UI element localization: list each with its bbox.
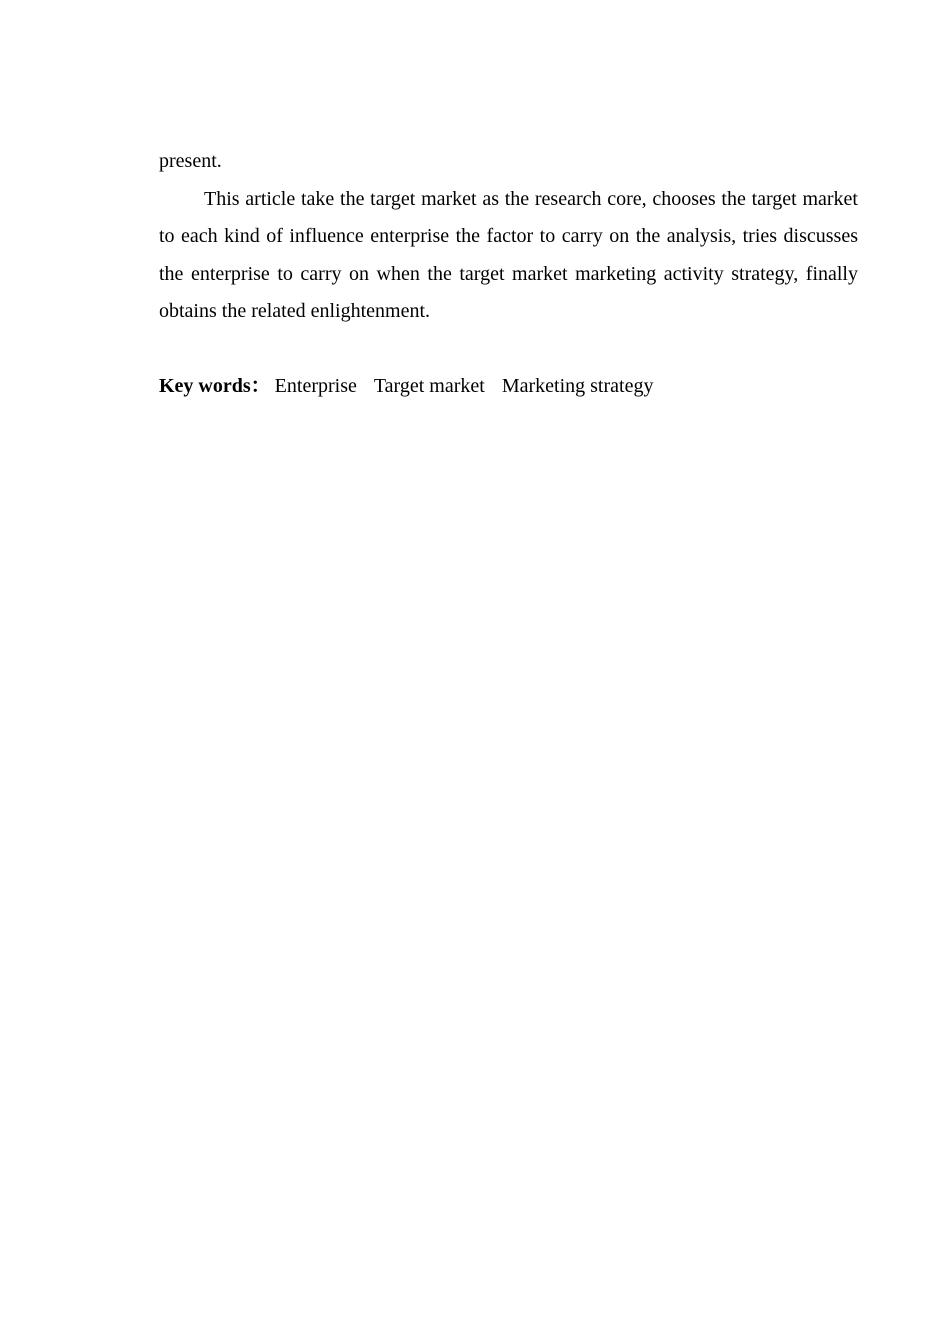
keywords-separator: ： <box>250 374 271 397</box>
body-paragraph: This article take the target market as the research core, chooses the target market to each kind of influence enterprise the factor to carry on the analysis, tries discusses the enterprise to carry on when the target market marketing activity strategy, finally obtains the related enlightenment. <box>159 187 858 322</box>
continuation-line: present. <box>159 150 222 172</box>
keywords-label: Key words <box>159 374 251 397</box>
keywords-line <box>159 368 858 406</box>
keyword-item: Marketing strategy <box>501 374 654 397</box>
abstract-section <box>159 143 858 405</box>
keyword-item: Target market <box>373 374 485 397</box>
keyword-item: Enterprise <box>274 374 357 397</box>
